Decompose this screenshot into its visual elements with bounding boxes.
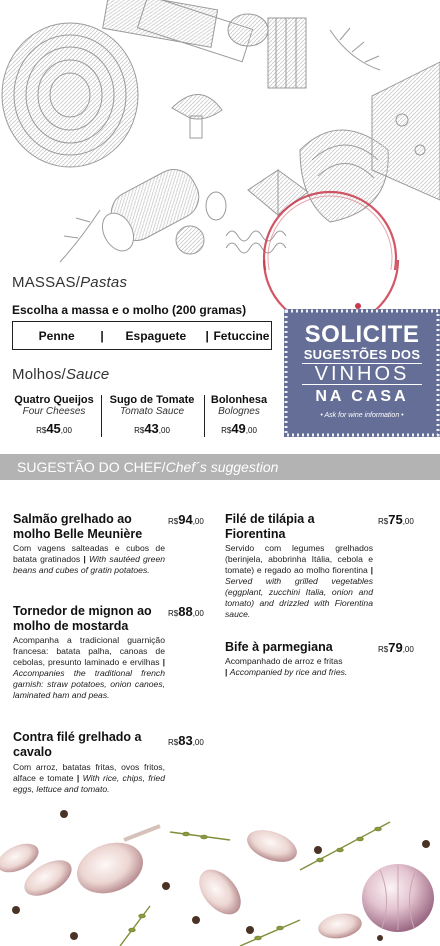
dish-desc-pt: Com vagens salteadas e cubos de batata gratinados — [13, 543, 165, 564]
molhos-title-text: Molhos/ — [12, 366, 66, 383]
sauce-price — [206, 420, 272, 438]
pasta-separator: | — [100, 328, 104, 343]
dish-item — [225, 640, 373, 678]
garlic-bulb-icon — [362, 864, 434, 932]
dish-description — [13, 762, 165, 795]
farfalle-icon — [248, 170, 308, 215]
dish-price — [168, 512, 204, 527]
sauce-name-en: Four Cheeses — [22, 406, 86, 417]
stamp-line-english: • Ask for wine information • — [320, 412, 404, 419]
sauce-item — [10, 394, 98, 438]
garlic-clove-icon — [0, 824, 364, 942]
dish-description — [13, 543, 165, 576]
dish-desc-en: Accompanied by rice and fries. — [229, 667, 348, 677]
pasta-nest-icon — [2, 23, 138, 167]
dish-item — [13, 730, 165, 795]
price-cents: ,00 — [402, 645, 414, 654]
price-cents: ,00 — [192, 738, 204, 747]
dish-price — [378, 640, 414, 655]
dish-name: Tornedor de mignon ao molho de mostarda — [13, 604, 152, 633]
banner-title: SUGESTÃO DO CHEF/ — [17, 459, 166, 475]
massas-title-italic: Pastas — [80, 274, 128, 291]
sauce-name: Quatro Queijos — [14, 394, 94, 406]
currency: R$ — [134, 426, 145, 435]
pasta-options-box — [12, 321, 272, 350]
stamp-line-na-casa: NA CASA — [315, 388, 409, 405]
dish-desc-en: Served with grilled vegetables (eggplant, zucchini Italia, onion and tomato) and drizzled with Fiorentina sauce. — [225, 576, 373, 619]
chef-suggestion-banner — [0, 454, 440, 480]
fusilli-icon — [226, 231, 286, 253]
dish-description — [225, 656, 373, 678]
price-value: 43 — [144, 421, 159, 436]
rigatoni-icon — [268, 18, 306, 88]
sauce-name-en: Bolognes — [218, 406, 260, 417]
currency: R$ — [378, 517, 389, 526]
stamp-line-vinhos: VINHOS — [302, 363, 422, 385]
dish-item — [225, 512, 373, 620]
massas-title-text: MASSAS/ — [12, 274, 81, 291]
currency: R$ — [378, 645, 389, 654]
dish-item — [13, 512, 165, 576]
price-value: 94 — [178, 512, 193, 527]
banner-title-italic: Chef´s suggestion — [165, 459, 279, 475]
dish-desc-pt: Servido com legumes grelhados (berinjela, abobrinha Itália, cebola e tomate) e regado ao molho fiorentina — [225, 543, 373, 575]
dish-name: Contra filé grelhado a cavalo — [13, 730, 142, 759]
dish-description — [13, 635, 165, 701]
molhos-title — [12, 366, 109, 383]
price-cents: ,00 — [192, 517, 204, 526]
price-value: 49 — [231, 421, 246, 436]
price-cents: ,00 — [158, 426, 170, 435]
dish-separator: | — [225, 667, 228, 677]
price-value: 45 — [46, 421, 61, 436]
dish-desc-pt: Com arroz, batatas fritas, ovos fritos, alface e tomate — [13, 762, 165, 783]
currency: R$ — [221, 426, 232, 435]
dish-separator: | — [370, 565, 373, 575]
price-value: 88 — [178, 604, 193, 619]
dish-desc-en: Accompanies the traditional french garnish: straw potatoes, onion canoes, laminated ham and peas. — [13, 668, 165, 700]
dish-separator: | — [83, 554, 86, 564]
pasta-option-penne: Penne — [38, 328, 75, 343]
garlic-spices-photo — [0, 810, 440, 946]
dish-desc-en: With sautéed green beans and cubes of gratin potatoes. — [13, 554, 166, 575]
divider — [101, 395, 102, 437]
dish-separator: | — [162, 657, 165, 667]
dish-description — [225, 543, 373, 620]
wine-suggestion-stamp — [284, 309, 440, 437]
dish-price — [378, 512, 414, 527]
price-cents: ,00 — [192, 609, 204, 618]
stamp-perforation-icon — [284, 309, 440, 437]
sauce-price — [10, 420, 98, 438]
pasta-option-fetuccine: Fetuccine — [213, 328, 270, 343]
price-cents: ,00 — [245, 426, 257, 435]
price-value: 83 — [178, 733, 193, 748]
pasta-illustration — [0, 0, 440, 270]
choose-instruction: Escolha a massa e o molho (200 gramas) — [12, 303, 247, 317]
dish-desc-en: With rice, chips, fried eggs, lettuce and tomato. — [13, 773, 165, 794]
currency: R$ — [36, 426, 47, 435]
currency: R$ — [168, 609, 179, 618]
pasta-option-espaguete: Espaguete — [125, 328, 187, 343]
dish-separator: | — [76, 773, 80, 783]
sauce-item — [206, 394, 272, 438]
sauce-price — [104, 420, 200, 438]
stamp-line-sugestoes: SUGESTÕES DOS — [303, 347, 421, 362]
pasta-separator: | — [205, 328, 209, 343]
sauce-name-en: Tomato Sauce — [119, 406, 185, 417]
massas-title — [12, 274, 127, 291]
price-value: 75 — [388, 512, 403, 527]
mushroom-icon — [172, 94, 222, 138]
divider — [204, 395, 205, 437]
currency: R$ — [168, 517, 179, 526]
sauce-name: Bolonhesa — [210, 394, 268, 406]
currency: R$ — [168, 738, 179, 747]
dish-desc-pt: Acompanha a tradicional guarnição francesa: batata palha, canoas de cebolas, presunto laminado e ervilhas — [13, 635, 165, 667]
dish-item — [13, 604, 165, 701]
stamp-line-solicite: SOLICITE — [304, 321, 420, 348]
dish-name: Salmão grelhado ao molho Belle Meunière — [13, 512, 143, 541]
dish-price — [168, 733, 204, 748]
price-cents: ,00 — [60, 426, 72, 435]
price-value: 79 — [388, 640, 403, 655]
sauce-name: Sugo de Tomate — [109, 394, 195, 406]
dish-name: Filé de tilápia a Fiorentina — [225, 512, 315, 541]
molhos-title-italic: Sauce — [65, 366, 110, 383]
dish-desc-pt: Acompanhado de arroz e fritas — [225, 656, 343, 666]
dish-price — [168, 604, 204, 619]
dish-name: Bife à parmegiana — [225, 640, 333, 654]
price-cents: ,00 — [402, 517, 414, 526]
sauce-item — [104, 394, 200, 438]
